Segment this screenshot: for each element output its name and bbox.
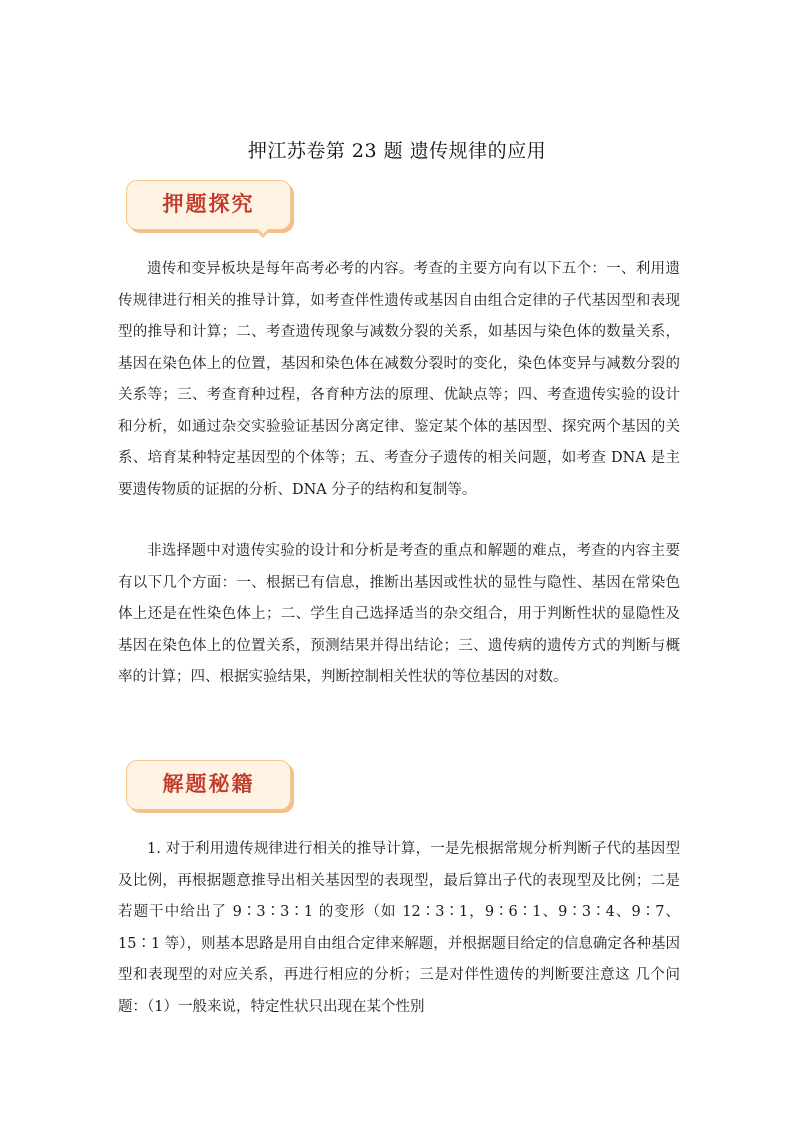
banner-label: 押题探究 [162,192,255,216]
paragraph-secrets-1: 1. 对于利用遗传规律进行相关的推导计算，一是先根据常规分析判断子代的基因型及比例，再根据题意推导出相关基因型的表现型，最后算出子代的表现型及比例；二是若题干中给出了 9∶3∶3∶1 的变形（如 12∶3∶1，9∶6∶1、9∶3∶4、9∶7、15∶1 等），则基本思路是用自由组合定律来解题，并根据题目给定的信息确定各种基因型和表现型的对应关系，再进行相应的分析；三是对伴性遗传的判断要注意这 几个问题：（1）一般来说，特定性状只出现在某个性别 [118,841,680,1015]
paragraph-exploration-1: 遗传和变异板块是每年高考必考的内容。考查的主要方向有以下五个：一、利用遗传规律进行相关的推导计算，如考查伴性遗传或基因自由组合定律的子代基因型和表现型的推导和计算；二、考查遗传现象与减数分裂的关系，如基因与染色体的数量关系，基因在染色体上的位置，基因和染色体在减数分裂时的变化，染色体变异与减数分裂的关系等；三、考查育种过程，各育种方法的原理、优缺点等；四、考查遗传实验的设计和分析，如通过杂交实验验证基因分离定律、鉴定某个体的基因型、探究两个基因的关系、培育某种特定基因型的个体等；五、考查分子遗传的相关问题，如考查 DNA 是主要遗传物质的证据的分析、DNA 分子的结构和复制等。 [118,261,680,498]
paragraph-exploration-2: 非选择题中对遗传实验的设计和分析是考查的重点和解题的难点，考查的内容主要有以下几个方面：一、根据已有信息，推断出基因或性状的显性与隐性、基因在常染色体上还是在性染色体上；二、学生自己选择适当的杂交组合，用于判断性状的显隐性及基因在染色体上的位置关系，预测结果并得出结论；三、遗传病的遗传方式的判断与概率的计算；四、根据实验结果，判断控制相关性状的等位基因的对数。 [118,543,680,685]
banner-solving-secrets [126,760,291,810]
banner-exam-exploration [126,180,291,230]
banner-label: 解题秘籍 [162,772,255,796]
page-title: 押江苏卷第 23 题 遗传规律的应用 [247,140,547,162]
banner-tail-inner [257,228,269,234]
